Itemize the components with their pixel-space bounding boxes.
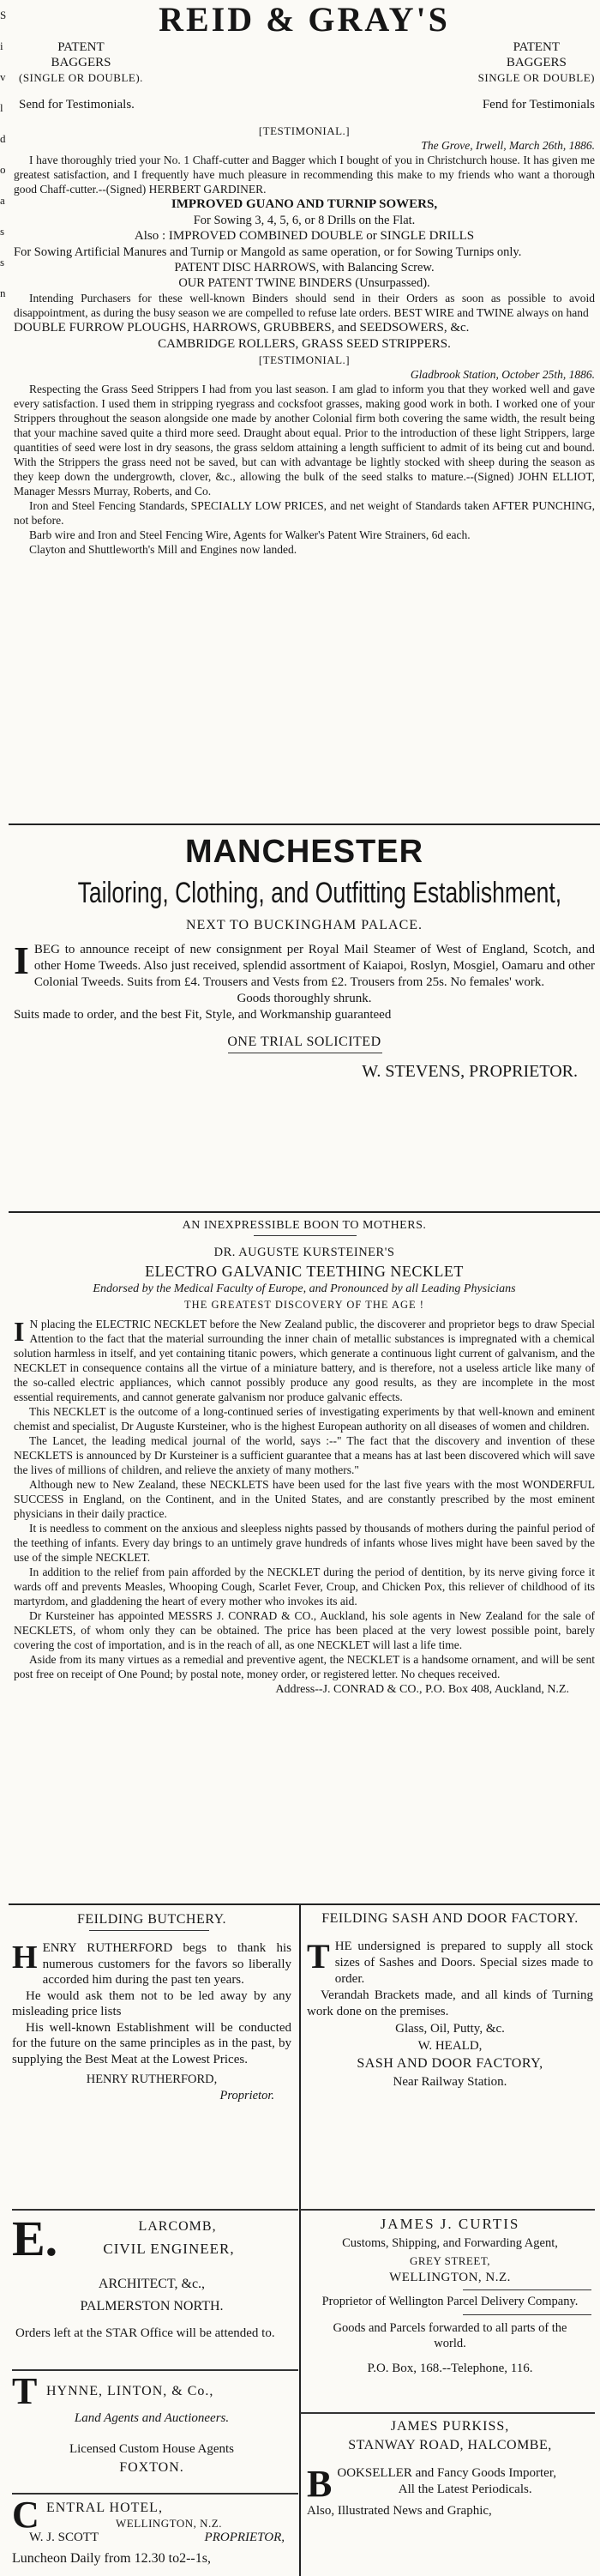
- larcomb-initial: E.: [12, 2213, 58, 2266]
- manchester-trial: ONE TRIAL SOLICITED: [227, 1035, 381, 1049]
- sash-name: W. HEALD,: [417, 2039, 483, 2053]
- central-owner-row: [12, 2531, 291, 2549]
- reid-gray-advertisement: [14, 0, 595, 819]
- purkiss-line2: All the Latest Periodicals.: [398, 2482, 532, 2496]
- also-line: Also : IMPROVED COMBINED DOUBLE or SINGLE DRILLS: [134, 229, 475, 243]
- curtis-role: Customs, Shipping, and Forwarding Agent,: [342, 2236, 558, 2250]
- necklet-address: Address--J. CONRAD & CO., P.O. Box 408, Auckland, N.Z.: [275, 1683, 569, 1696]
- sash-door-advertisement: [307, 1909, 593, 2201]
- central-initial: C: [12, 2496, 39, 2536]
- butchery-dropcap: H: [12, 1940, 38, 1976]
- sash-p2: Verandah Brackets made, and all kinds of Turning work done on the premises.: [307, 1988, 593, 2018]
- twine-line: OUR PATENT TWINE BINDERS (Unsurpassed).: [178, 276, 430, 290]
- central-luncheon: Luncheon Daily from 12.30 to2--1s,: [12, 2551, 211, 2566]
- butchery-title: FEILDING BUTCHERY.: [76, 1912, 227, 1927]
- send-testimonials-row: [14, 98, 595, 124]
- curtis-rule: [463, 2314, 591, 2315]
- edge-mark: d: [0, 132, 6, 145]
- necklet-para2: This NECKLET is the outcome of a long-continued series of investigating experiments by that well-known and eminent chemist and specialist, Dr Auguste Kursteiner, who is the highest European authority on all diseases of women and children.: [14, 1405, 595, 1433]
- testimonial1-label: [TESTIMONIAL.]: [258, 124, 351, 137]
- section-divider: [12, 2493, 298, 2495]
- right-patent: PATENT: [513, 40, 561, 54]
- curtis-box: P.O. Box, 168.--Telephone, 116.: [367, 2362, 533, 2375]
- send-left: Send for Testimonials.: [19, 98, 135, 112]
- edge-mark: v: [0, 70, 6, 83]
- sash-dropcap: T: [307, 1937, 330, 1976]
- curtis-rule: [463, 2289, 591, 2290]
- larcomb-arch: ARCHITECT, &c.,: [98, 2277, 206, 2291]
- clayton-line: Clayton and Shuttleworth's Mill and Engines now landed.: [29, 543, 297, 556]
- sash-station: Near Railway Station.: [393, 2075, 507, 2089]
- baggers-header: [14, 39, 595, 98]
- butchery-p2: He would ask them not to be led away by any misleading price lists: [12, 1988, 291, 2018]
- necklet-doctor: DR. AUGUSTE KURSTEINER'S: [213, 1246, 395, 1259]
- manchester-shrunk: Goods thoroughly shrunk.: [237, 992, 372, 1005]
- artificial-line: For Sowing Artificial Manures and Turnip or Mangold as same operation, or for Sowing Turnips only.: [14, 245, 522, 259]
- larcomb-place: PALMERSTON NORTH.: [80, 2299, 224, 2314]
- larcomb-role: CIVIL ENGINEER,: [103, 2241, 235, 2257]
- boon-underline: [254, 1235, 357, 1236]
- testimonial2-label: [TESTIMONIAL.]: [258, 353, 351, 366]
- purkiss-dropcap: B: [307, 2463, 333, 2505]
- sash-body: HE undersigned is prepared to supply all stock sizes of Sashes and Doors. Special sizes made to order.: [334, 1940, 593, 1986]
- fencing-line: Iron and Steel Fencing Standards, SPECIALLY LOW PRICES, and net weight of Standards taken AFTER PUNCHING, not before.: [14, 499, 595, 527]
- edge-mark: n: [0, 287, 6, 299]
- central-owner: W. J. SCOTT: [29, 2531, 99, 2544]
- section-divider: [9, 1903, 600, 1905]
- necklet-para3: The Lancet, the leading medical journal of the world, says :--" The fact that the discovery and invention of these NECKLETS is announced by Dr Kursteiner is a sufficient guarantee that a means has at last been discovered which will save the lives of millions of children, and relieve the anxiety of many mothers.": [14, 1434, 595, 1476]
- thynne-advertisement: [12, 2374, 291, 2495]
- manchester-dropcap: I: [14, 938, 29, 982]
- necklet-para5: It is needless to comment on the anxious and sleepless nights passed by thousands of mothers during the painful period of the teething of infants. Every day brings to an untimely grave hundreds of infants whose lives might have been saved by the use of the simple NECKLET.: [14, 1522, 595, 1564]
- necklet-para8: Aside from its many virtues as a remedial and preventive agent, the NECKLET is a handsome ornament, and will be sent post free on receipt of One Pound; by postal note, money order, or registered letter. No cheques received.: [14, 1653, 595, 1680]
- left-patent: PATENT: [57, 40, 105, 54]
- manchester-advertisement: [14, 830, 595, 1208]
- edge-mark: a: [0, 194, 5, 207]
- double-line: DOUBLE FURROW PLOUGHS, HARROWS, GRUBBERS, and SEEDSOWERS, &c.: [14, 321, 470, 335]
- necklet-para1-block: [14, 1317, 595, 1404]
- edge-mark: s: [0, 225, 5, 238]
- baggers-right: [478, 39, 595, 86]
- larcomb-header: [12, 2213, 291, 2266]
- larcomb-advertisement: [12, 2213, 291, 2366]
- purkiss-advertisement: [307, 2417, 593, 2576]
- manchester-body: BEG to announce receipt of new consignment per Royal Mail Steamer of West of England, Scotch, and other Home Tweeds. Also just received, splendid assortment of Kaiapoi, Roslyn, Mosgiel, Oamaru and other Colonial Tweeds. Suits from £4. Trousers and Vests from £2. Trousers from 25s. No females' work.: [33, 943, 595, 989]
- purkiss-line3: Also, Illustrated News and Graphic,: [307, 2504, 492, 2518]
- larcomb-orders: Orders left at the STAR Office will be attended to.: [15, 2326, 275, 2340]
- manchester-suits: Suits made to order, and the best Fit, Style, and Workmanship guaranteed: [14, 1008, 392, 1022]
- barb-line: Barb wire and Iron and Steel Fencing Wire, Agents for Walker's Patent Wire Strainers, 6d each.: [29, 528, 471, 541]
- thynne-licensed: Licensed Custom House Agents: [69, 2442, 235, 2456]
- curtis-street: GREY STREET,: [409, 2254, 491, 2267]
- thynne-role: Land Agents and Auctioneers.: [74, 2411, 230, 2425]
- purkiss-body-block: [307, 2465, 593, 2519]
- left-edge-fragments: [0, 0, 12, 772]
- reid-gray-title: REID & GRAY'S: [159, 0, 450, 39]
- manchester-signature: W. STEVENS, PROPRIETOR.: [362, 1062, 578, 1081]
- central-place: WELLINGTON, N.Z.: [115, 2517, 222, 2530]
- edge-mark: i: [0, 39, 3, 52]
- sash-p3: Glass, Oil, Putty, &c.: [395, 2022, 505, 2036]
- left-single: (SINGLE OR DOUBLE).: [19, 71, 143, 84]
- right-baggers: BAGGERS: [506, 56, 567, 69]
- necklet-dropcap: I: [14, 1316, 25, 1347]
- left-baggers: BAGGERS: [51, 56, 111, 69]
- thynne-header: [12, 2374, 291, 2412]
- baggers-left: [19, 39, 143, 86]
- curtis-advertisement: [307, 2213, 593, 2409]
- sowers-line: IMPROVED GUANO AND TURNIP SOWERS,: [171, 197, 438, 211]
- right-single: SINGLE OR DOUBLE): [477, 71, 595, 84]
- send-right: Fend for Testimonials: [482, 98, 595, 112]
- larcomb-name: LARCOMB,: [138, 2219, 217, 2234]
- thynne-name: HYNNE, LINTON, & Co.,: [46, 2384, 214, 2398]
- cambridge-line: CAMBRIDGE ROLLERS, GRASS SEED STRIPPERS.: [158, 337, 451, 351]
- manchester-next-to: NEXT TO BUCKINGHAM PALACE.: [185, 918, 423, 932]
- section-divider: [12, 2369, 298, 2371]
- intending-line: Intending Purchasers for these well-known Binders should send in their Orders as soon as possible to avoid disappointment, as during the busy season we are compelled to refuse late orders. BEST WIRE and TWINE always on hand: [14, 292, 595, 319]
- purkiss-road: STANWAY ROAD, HALCOMBE,: [348, 2438, 552, 2452]
- section-divider: [9, 1211, 600, 1213]
- sowing-line: For Sowing 3, 4, 5, 6, or 8 Drills on the Flat.: [193, 214, 416, 227]
- curtis-name: JAMES J. CURTIS: [380, 2216, 520, 2232]
- testimonial1-address: The Grove, Irwell, March 26th, 1886.: [421, 139, 595, 152]
- necklet-boon: AN INEXPRESSIBLE BOON TO MOTHERS.: [182, 1219, 427, 1232]
- manchester-subtitle: Tailoring, Clothing, and Outfitting Establishment,: [77, 877, 562, 909]
- section-divider: [9, 823, 600, 825]
- necklet-para6: In addition to the relief from pain afforded by the NECKLET during the period of dentition, by its nerve giving force it wards off and prevents Measles, Whooping Cough, Scarlet Fever, Croup, and Chicken Pox, this reliever of childhood of its martyrdom, and gladdening the heart of every mother who invokes its aid.: [14, 1566, 595, 1608]
- necklet-discovery: THE GREATEST DISCOVERY OF THE AGE !: [184, 1299, 424, 1311]
- necklet-para7: Dr Kursteiner has appointed MESSRS J. CONRAD & CO., Auckland, his sole agents in New Zealand for the sale of NECKLETS, of whom only they can be obtained. The price has been placed at the very lowest possible point, barely covering the cost of importation, and is in the reach of all, as one NECKLET will last a life time.: [14, 1609, 595, 1651]
- purkiss-name: JAMES PURKISS,: [390, 2419, 510, 2434]
- butchery-body: ENRY RUTHERFORD begs to thank his numerous customers for the favors so liberally accorded him during the past ten years.: [42, 1941, 291, 1987]
- necklet-advertisement: [14, 1216, 595, 1901]
- edge-mark: o: [0, 163, 6, 176]
- butchery-body-block: [12, 1940, 291, 1988]
- edge-mark: l: [0, 101, 3, 114]
- central-hotel-advertisement: [12, 2496, 291, 2576]
- section-divider: [300, 2412, 595, 2414]
- central-owner-role: PROPRIETOR,: [204, 2531, 285, 2544]
- central-header: [12, 2496, 291, 2536]
- column-divider: [299, 1905, 301, 2576]
- necklet-title: ELECTRO GALVANIC TEETHING NECKLET: [145, 1263, 464, 1280]
- manchester-title: MANCHESTER: [184, 834, 424, 870]
- butchery-name: HENRY RUTHERFORD,: [86, 2072, 218, 2086]
- curtis-goods: Goods and Parcels forwarded to all parts of the world.: [333, 2321, 567, 2350]
- butchery-role: Proprietor.: [219, 2089, 274, 2102]
- butchery-underline: [89, 1930, 209, 1931]
- edge-mark: S: [0, 9, 7, 21]
- curtis-city: WELLINGTON, N.Z.: [389, 2271, 511, 2284]
- section-divider: [12, 2209, 298, 2211]
- disc-line: PATENT DISC HARROWS, with Balancing Screw.: [174, 261, 435, 274]
- necklet-para1: N placing the ELECTRIC NECKLET before the New Zealand public, the discoverer and proprietor begs to draw Special Attention to the fact that the material surrounding the inner chain of metallic substances is impregnated with a chemical solution harmless in itself, and yet containing titanic powers, which generate a continuous light current of galvanism, and the NECKLET in consequence contains all the virtue of a miniature battery, and is therefore, not a useless article like many of the so-called electric appliances, which cannot possibly produce any good results, as they are incomplete in the most essential requirements, and cannot generate galvanism nor produce galvanic effects.: [14, 1318, 595, 1403]
- purkiss-line1: OOKSELLER and Fancy Goods Importer,: [337, 2466, 556, 2480]
- sash-factory: SASH AND DOOR FACTORY,: [357, 2056, 543, 2071]
- necklet-para4: Although new to New Zealand, these NECKLETS have been used for the last five years with the most WONDERFUL SUCCESS in England, on the Continent, and in the United States, and are constantly prescribed by the most eminent physicians in their daily practice.: [14, 1478, 595, 1520]
- edge-mark: s: [0, 256, 5, 268]
- thynne-initial: T: [12, 2374, 38, 2412]
- curtis-prop: Proprietor of Wellington Parcel Delivery Company.: [321, 2295, 579, 2308]
- sash-body-block: [307, 1939, 593, 1988]
- sash-title: FEILDING SASH AND DOOR FACTORY.: [321, 1911, 579, 1926]
- testimonial2-text: Respecting the Grass Seed Strippers I had from you last season. I am glad to inform you that they worked well and gave every satisfaction. I used them in stripping ryegrass and cocksfoot grasses, making good work in both. I worked one of your Strippers throughout the season alongside one made by another Colonial firm both covering the same width, the result being that your machine saved quite a third more seed. Draught about equal. Prior to the introduction of these light Strippers, large quantities of seed were lost in dry seasons, the grass seldom attaining a length sufficient to admit of its being cut and bound. With the Strippers the grass need not be saved, but can with advantage be lightly stocked with sheep during the season as they keep down the undergrowth, clover, &c., allowing the bulk of the seed stalks to mature.--(Signed) JOHN ELLIOT, Manager Messrs Murray, Roberts, and Co.: [14, 383, 595, 498]
- butchery-advertisement: [12, 1909, 291, 2201]
- section-divider: [300, 2209, 595, 2211]
- manchester-body-block: [14, 938, 595, 991]
- central-name: ENTRAL HOTEL,: [46, 2501, 163, 2515]
- thynne-place: FOXTON.: [119, 2460, 184, 2475]
- testimonial2-address: Gladbrook Station, October 25th, 1886.: [410, 368, 595, 381]
- necklet-endorsed: Endorsed by the Medical Faculty of Europe, and Pronounced by all Leading Physicians: [93, 1282, 516, 1295]
- testimonial1-text: I have thoroughly tried your No. 1 Chaff-cutter and Bagger which I bought of you in Christchurch house. It has given me greatest satisfaction, and I frequently have much pleasure in recommending this make to my friends who want a thorough good Chaff-cutter.--(Signed) HERBERT GARDINER.: [14, 154, 595, 196]
- butchery-p3: His well-known Establishment will be conducted for the future on the same principles as in the past, by supplying the Best Meat at the Lowest Prices.: [12, 2020, 291, 2066]
